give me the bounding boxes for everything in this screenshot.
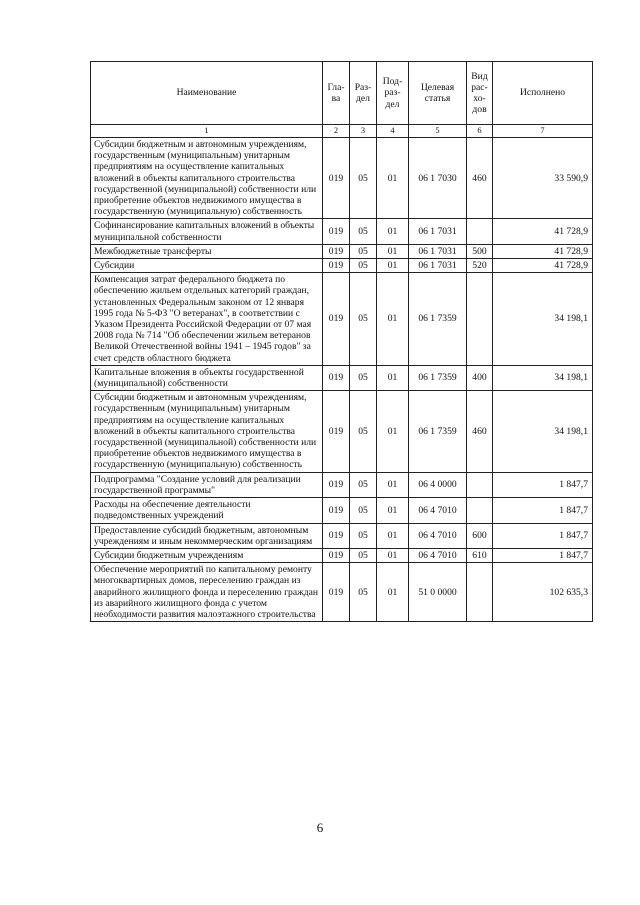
column-number: 5 — [409, 125, 467, 138]
budget-table — [90, 61, 593, 622]
row-podrazdel: 01 — [377, 138, 409, 219]
row-name: Обеспечение мероприятий по капитальному ремонту многоквартирных домов, переселению граждан из аварийного жилищного фонда и переселению граждан из аварийного жилищного фонда с учетом необходимости развития малоэтажного строительства — [91, 563, 323, 622]
row-statya: 06 4 7010 — [409, 498, 467, 523]
row-amount: 41 728,9 — [493, 219, 593, 244]
row-razdel: 05 — [350, 472, 377, 497]
header-amount: Исполнено — [493, 62, 593, 125]
header-glava: Гла-ва — [323, 62, 350, 125]
row-glava: 019 — [323, 138, 350, 219]
row-statya: 06 1 7031 — [409, 219, 467, 244]
row-vid: 460 — [467, 138, 493, 219]
row-statya: 06 1 7359 — [409, 365, 467, 390]
column-number-row — [91, 125, 593, 138]
row-name: Субсидии бюджетным и автономным учреждениям, государственным (муниципальным) унитарным предприятиям на осуществление капитальных вложений в объекты капитального строительства государственной (муниципальной) собственности или приобретение объектов недвижимого имущества в государственную (муниципальную) собственность — [91, 391, 323, 472]
row-statya: 06 4 7010 — [409, 548, 467, 562]
row-statya: 06 1 7031 — [409, 244, 467, 258]
table-row — [91, 563, 593, 622]
row-glava: 019 — [323, 365, 350, 390]
row-name: Субсидии бюджетным и автономным учреждениям, государственным (муниципальным) унитарным предприятиям на осуществление капитальных вложений в объекты капитального строительства государственной (муниципальной) собственности или приобретение объектов недвижимого имущества в государственную (муниципальную) собственность — [91, 138, 323, 219]
row-vid — [467, 273, 493, 366]
row-glava: 019 — [323, 391, 350, 472]
row-glava: 019 — [323, 273, 350, 366]
row-glava: 019 — [323, 472, 350, 497]
row-name: Расходы на обеспечение деятельности подведомственных учреждений — [91, 498, 323, 523]
column-number: 2 — [323, 125, 350, 138]
column-number: 7 — [493, 125, 593, 138]
row-name: Предоставление субсидий бюджетным, автономным учреждениям и иным некоммерческим организациям — [91, 523, 323, 548]
row-amount: 34 198,1 — [493, 365, 593, 390]
row-podrazdel: 01 — [377, 391, 409, 472]
column-number: 1 — [91, 125, 323, 138]
header-row — [91, 62, 593, 125]
row-razdel: 05 — [350, 498, 377, 523]
row-statya: 06 1 7359 — [409, 391, 467, 472]
header-podrazdel: Под-раз-дел — [377, 62, 409, 125]
row-razdel: 05 — [350, 563, 377, 622]
table-row — [91, 391, 593, 472]
row-statya: 06 1 7030 — [409, 138, 467, 219]
row-name: Капитальные вложения в объекты государственной (муниципальной) собственности — [91, 365, 323, 390]
row-podrazdel: 01 — [377, 365, 409, 390]
header-statya: Целевая статья — [409, 62, 467, 125]
table-row — [91, 523, 593, 548]
row-vid — [467, 563, 493, 622]
row-razdel: 05 — [350, 548, 377, 562]
row-vid — [467, 498, 493, 523]
table-row — [91, 259, 593, 273]
row-podrazdel: 01 — [377, 244, 409, 258]
row-podrazdel: 01 — [377, 548, 409, 562]
row-podrazdel: 01 — [377, 273, 409, 366]
row-amount: 33 590,9 — [493, 138, 593, 219]
column-number: 4 — [377, 125, 409, 138]
row-amount: 34 198,1 — [493, 391, 593, 472]
row-razdel: 05 — [350, 219, 377, 244]
row-razdel: 05 — [350, 523, 377, 548]
row-amount: 102 635,3 — [493, 563, 593, 622]
table-row — [91, 138, 593, 219]
row-name: Подпрограмма "Создание условий для реализации государственной программы" — [91, 472, 323, 497]
table-row — [91, 472, 593, 497]
row-podrazdel: 01 — [377, 523, 409, 548]
row-statya: 06 4 0000 — [409, 472, 467, 497]
row-statya: 06 1 7359 — [409, 273, 467, 366]
row-razdel: 05 — [350, 365, 377, 390]
row-vid: 520 — [467, 259, 493, 273]
table-row — [91, 365, 593, 390]
row-vid: 610 — [467, 548, 493, 562]
row-vid: 500 — [467, 244, 493, 258]
row-name: Софинансирование капитальных вложений в объекты муниципальной собственности — [91, 219, 323, 244]
table-body — [91, 138, 593, 622]
row-amount: 1 847,7 — [493, 523, 593, 548]
header-vid: Вид рас-хо-дов — [467, 62, 493, 125]
row-vid: 400 — [467, 365, 493, 390]
row-statya: 51 0 0000 — [409, 563, 467, 622]
row-razdel: 05 — [350, 138, 377, 219]
header-name: Наименование — [91, 62, 323, 125]
row-name: Субсидии — [91, 259, 323, 273]
column-number: 6 — [467, 125, 493, 138]
row-amount: 41 728,9 — [493, 244, 593, 258]
row-vid: 600 — [467, 523, 493, 548]
row-glava: 019 — [323, 548, 350, 562]
page-number: 6 — [316, 820, 324, 835]
table-row — [91, 273, 593, 366]
row-amount: 1 847,7 — [493, 498, 593, 523]
row-vid — [467, 472, 493, 497]
row-glava: 019 — [323, 563, 350, 622]
table-header — [91, 62, 593, 138]
row-razdel: 05 — [350, 391, 377, 472]
row-vid — [467, 219, 493, 244]
table-row — [91, 219, 593, 244]
row-podrazdel: 01 — [377, 219, 409, 244]
row-amount: 41 728,9 — [493, 259, 593, 273]
row-statya: 06 4 7010 — [409, 523, 467, 548]
table-row — [91, 498, 593, 523]
row-glava: 019 — [323, 523, 350, 548]
row-statya: 06 1 7031 — [409, 259, 467, 273]
row-glava: 019 — [323, 259, 350, 273]
row-amount: 1 847,7 — [493, 548, 593, 562]
row-name: Компенсация затрат федерального бюджета по обеспечению жильем отдельных категорий граждан, установленных Федеральным законом от 12 января 1995 года № 5-ФЗ "О ветеранах", в соответствии с Указом Президента Российской Федерации от 07 мая 2008 года № 714 "Об обеспечении жильем ветеранов Великой Отечественной войны 1941 – 1945 годов" за счет средств областного бюджета — [91, 273, 323, 366]
table-row — [91, 244, 593, 258]
row-glava: 019 — [323, 219, 350, 244]
row-podrazdel: 01 — [377, 259, 409, 273]
row-razdel: 05 — [350, 244, 377, 258]
row-podrazdel: 01 — [377, 498, 409, 523]
row-glava: 019 — [323, 498, 350, 523]
row-amount: 34 198,1 — [493, 273, 593, 366]
row-razdel: 05 — [350, 273, 377, 366]
row-razdel: 05 — [350, 259, 377, 273]
table-row — [91, 548, 593, 562]
column-number: 3 — [350, 125, 377, 138]
row-name: Межбюджетные трансферты — [91, 244, 323, 258]
header-razdel: Раз-дел — [350, 62, 377, 125]
row-glava: 019 — [323, 244, 350, 258]
row-vid: 460 — [467, 391, 493, 472]
row-podrazdel: 01 — [377, 472, 409, 497]
row-name: Субсидии бюджетным учреждениям — [91, 548, 323, 562]
row-podrazdel: 01 — [377, 563, 409, 622]
row-amount: 1 847,7 — [493, 472, 593, 497]
